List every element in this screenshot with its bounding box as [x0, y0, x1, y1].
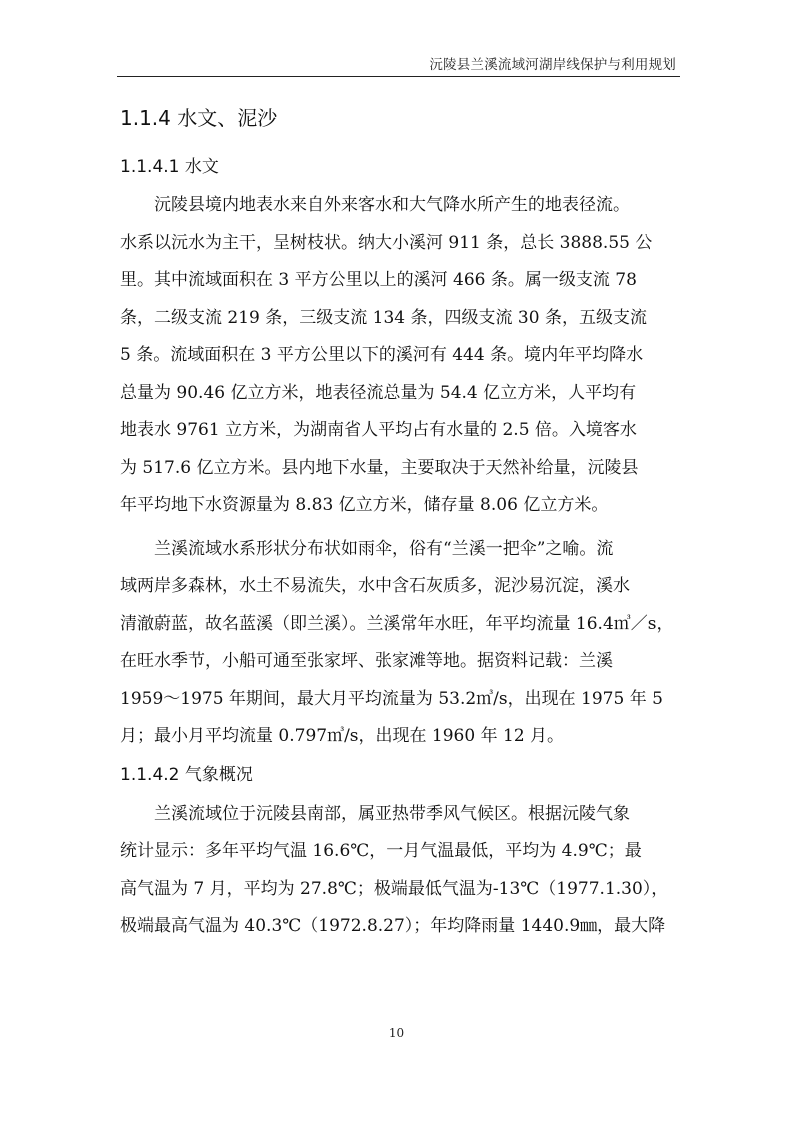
- text-line: 清澈蔚蓝，故名蓝溪（即兰溪）。兰溪常年水旺，年平均流量 16.4㎥／s，: [120, 613, 674, 634]
- text-line: 1959～1975 年期间，最大月平均流量为 53.2㎥/s，出现在 1975 年 5: [120, 688, 663, 709]
- text-line: 在旺水季节，小船可通至张家坪、张家滩等地。据资料记载：兰溪: [120, 651, 613, 671]
- text-line: 统计显示：多年平均气温 16.6℃，一月气温最低，平均为 4.9℃；最: [120, 841, 642, 861]
- subsection-heading-hydrology: 1.1.4.1 水文: [120, 157, 219, 177]
- text-line: 高气温为 7 月，平均为 27.8℃；极端最低气温为-13℃（1977.1.30），: [120, 878, 669, 899]
- text-line: 极端最高气温为 40.3℃（1972.8.27）；年均降雨量 1440.9㎜，最大降: [120, 916, 666, 936]
- subsection-heading-climate: 1.1.4.2 气象概况: [120, 764, 253, 785]
- text-line: 兰溪流域位于沅陵县南部，属亚热带季风气候区。根据沅陵气象: [120, 803, 630, 824]
- text-line: 兰溪流域水系形状分布状如雨伞，俗有“兰溪一把伞”之喻。流: [120, 538, 614, 559]
- text-line: 沅陵县境内地表水来自外来客水和大气降水所产生的地表径流。: [120, 195, 630, 215]
- text-line: 地表水 9761 立方米，为湖南省人平均占有水量的 2.5 倍。入境客水: [120, 420, 637, 440]
- header-divider: [117, 76, 680, 77]
- page-number: 10: [388, 1026, 405, 1040]
- text-line: 里。其中流域面积在 3 平方公里以上的溪河 466 条。属一级支流 78: [120, 270, 637, 290]
- section-heading: 1.1.4 水文、泥沙: [120, 106, 278, 130]
- text-line: 年平均地下水资源量为 8.83 亿立方米，储存量 8.06 亿立方米。: [120, 495, 609, 515]
- text-line: 为 517.6 亿立方米。县内地下水量，主要取决于天然补给量，沅陵县: [120, 457, 639, 478]
- text-line: 月；最小月平均流量 0.797㎥/s，出现在 1960 年 12 月。: [120, 726, 565, 746]
- text-line: 水系以沅水为主干，呈树枝状。纳大小溪河 911 条，总长 3888.55 公: [120, 232, 653, 253]
- text-line: 条，二级支流 219 条，三级支流 134 条，四级支流 30 条，五级支流: [120, 307, 647, 328]
- running-header-title: 沅陵县兰溪流域河湖岸线保护与利用规划: [429, 57, 676, 73]
- text-line: 域两岸多森林，水土不易流失，水中含石灰质多，泥沙易沉淀，溪水: [120, 576, 630, 596]
- paragraph-climate-1: [120, 796, 676, 946]
- paragraph-hydrology-2: [120, 531, 676, 756]
- text-line: 5 条。流域面积在 3 平方公里以下的溪河有 444 条。境内年平均降水: [120, 345, 644, 365]
- paragraph-hydrology-1: [120, 187, 676, 525]
- document-body: [120, 106, 676, 946]
- text-line: 总量为 90.46 亿立方米，地表径流总量为 54.4 亿立方米，人平均有: [120, 382, 637, 403]
